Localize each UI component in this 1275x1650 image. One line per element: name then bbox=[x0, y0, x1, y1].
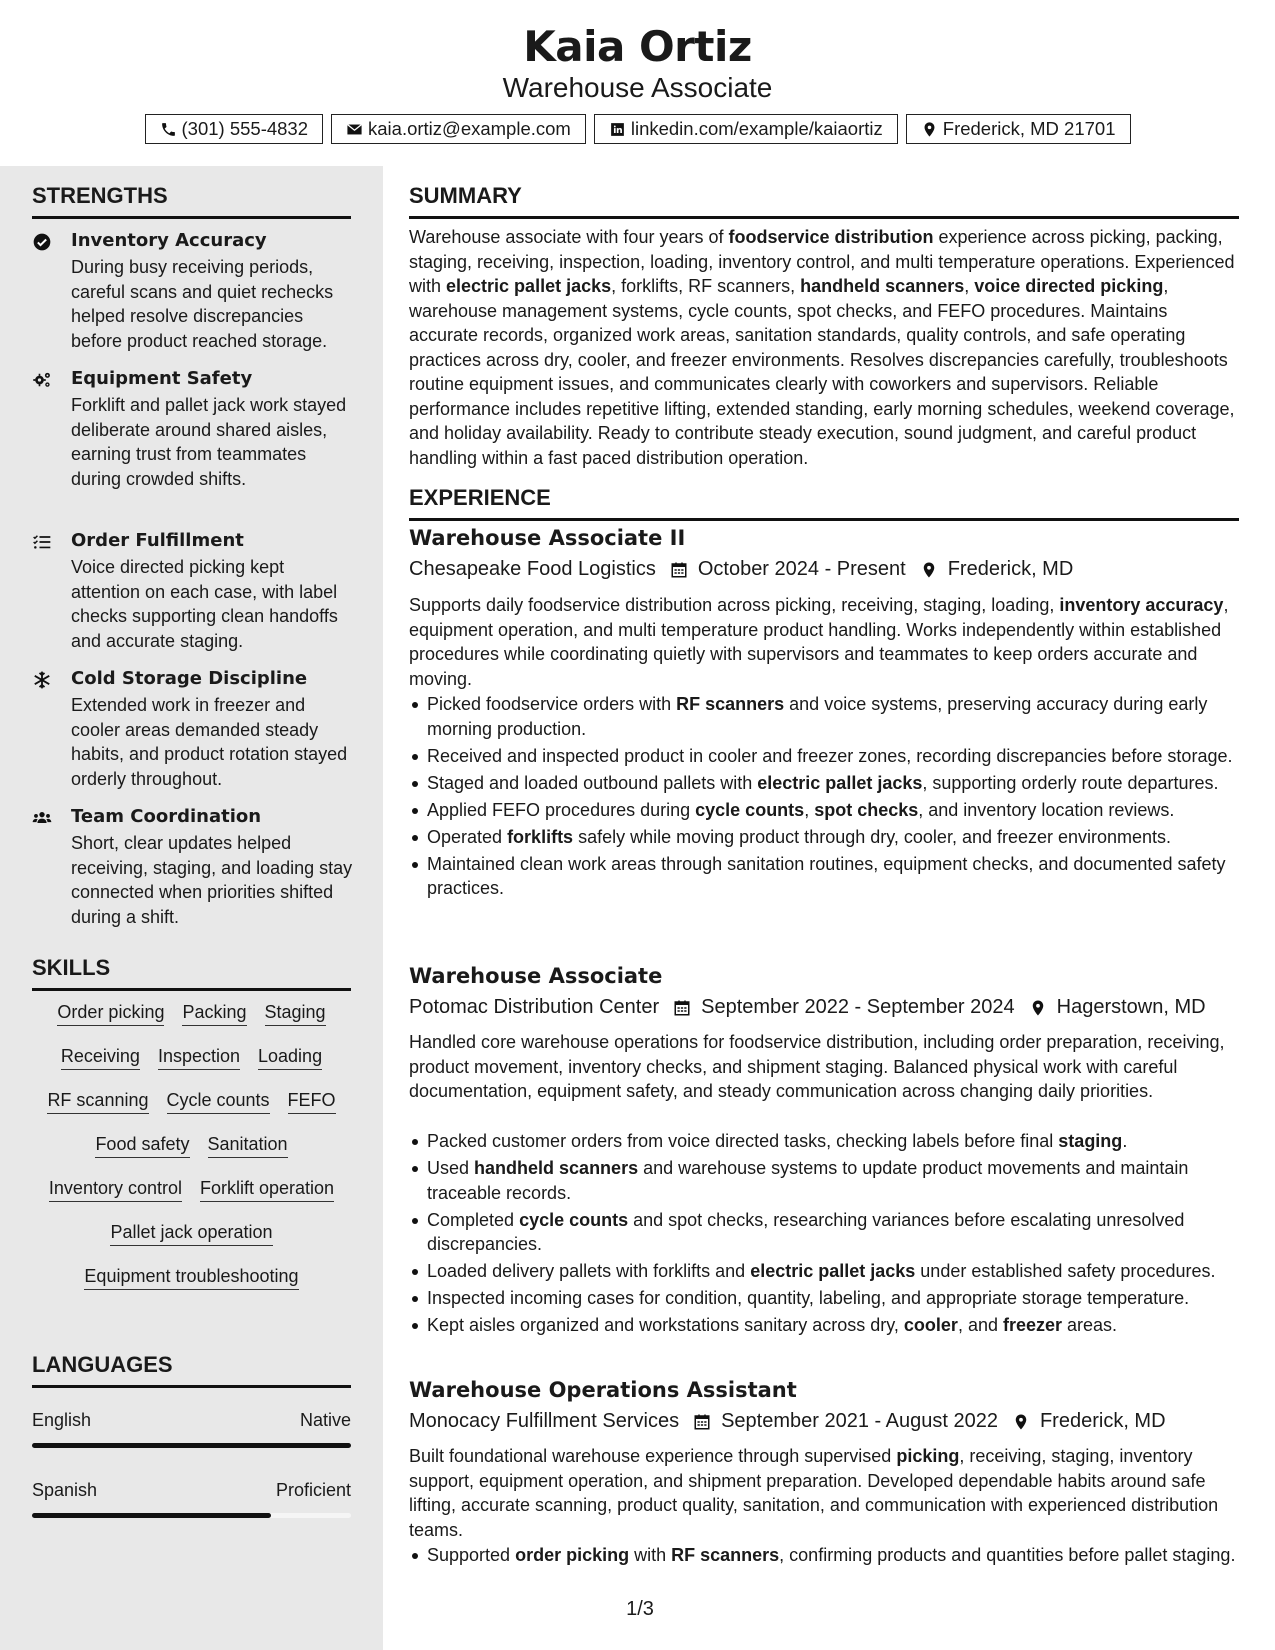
skill-tag: Inventory control bbox=[49, 1178, 182, 1202]
language-level: Native bbox=[299, 1410, 351, 1430]
calendar-icon bbox=[673, 999, 691, 1017]
strength-text: Voice directed picking kept attention on each case, with label checks supporting clean handoffs and accurate staging. bbox=[71, 557, 338, 651]
job-description: Supports daily foodservice distribution across picking, receiving, staging, loading, inventory accuracy, equipment operation, and multi temperature product handling. Works independently within established procedures while coordinating quietly with supervisors and teammates to keep orders accurate and moving. bbox=[409, 595, 1229, 689]
job-meta bbox=[409, 1410, 1166, 1433]
strength-title: Inventory Accuracy bbox=[71, 230, 267, 251]
experience-heading: EXPERIENCE bbox=[409, 485, 1239, 521]
candidate-title: Warehouse Associate bbox=[502, 72, 773, 103]
contact-bar bbox=[0, 114, 1275, 144]
skill-tag: Pallet jack operation bbox=[110, 1222, 272, 1246]
resume-header bbox=[0, 0, 1275, 166]
strengths-heading: STRENGTHS bbox=[32, 183, 351, 219]
job-bullets bbox=[409, 692, 1239, 903]
envelope-icon bbox=[346, 121, 363, 138]
job-bullets bbox=[409, 1129, 1239, 1340]
skill-tag: Forklift operation bbox=[200, 1178, 334, 1202]
location-pin-icon bbox=[1012, 1413, 1030, 1431]
contact-email-text: kaia.ortiz@example.com bbox=[368, 118, 571, 139]
skills-heading: SKILLS bbox=[32, 955, 351, 991]
job-dates: October 2024 - Present bbox=[697, 558, 906, 580]
location-pin-icon bbox=[921, 121, 938, 138]
gears-icon bbox=[32, 370, 54, 392]
strength-title: Cold Storage Discipline bbox=[71, 668, 308, 689]
job-location: Frederick, MD bbox=[947, 558, 1074, 580]
job-title: Warehouse Associate bbox=[409, 964, 663, 988]
check-circle-icon bbox=[32, 232, 54, 254]
job-dates: September 2021 - August 2022 bbox=[721, 1410, 998, 1432]
skills-list bbox=[32, 1002, 351, 1290]
job-description: Handled core warehouse operations for foodservice distribution, including order preparation, receiving, product movement, inventory checks, and shipment staging. Balanced physical work with careful documentation, equipment safety, and steady communication across changing daily priorities. bbox=[409, 1032, 1225, 1101]
job-bullet: Applied FEFO procedures during cycle counts, spot checks, and inventory location reviews. bbox=[409, 798, 1239, 823]
skill-tag: Packing bbox=[182, 1002, 246, 1026]
strength-text: Forklift and pallet jack work stayed deliberate around shared aisles, earning trust from teammates during crowded shifts. bbox=[71, 395, 347, 489]
skill-tag: Inspection bbox=[158, 1046, 240, 1070]
language-name: Spanish bbox=[32, 1480, 98, 1500]
contact-linkedin-text: linkedin.com/example/kaiaortiz bbox=[630, 118, 883, 139]
linkedin-icon bbox=[609, 121, 626, 138]
job-company: Monocacy Fulfillment Services bbox=[409, 1410, 680, 1432]
language-level-bar bbox=[32, 1443, 351, 1448]
language-level: Proficient bbox=[275, 1480, 351, 1500]
skill-tag: FEFO bbox=[288, 1090, 336, 1114]
job-title: Warehouse Operations Assistant bbox=[409, 1378, 797, 1402]
job-dates: September 2022 - September 2024 bbox=[701, 996, 1015, 1018]
skill-tag: Equipment troubleshooting bbox=[84, 1266, 298, 1290]
job-meta bbox=[409, 558, 1073, 581]
job-bullet: Completed cycle counts and spot checks, researching variances before escalating unresolved discrepancies. bbox=[409, 1208, 1239, 1257]
summary-text: Warehouse associate with four years of foodservice distribution experience across picking, packing, staging, receiving, inspection, loading, inventory control, and multi temperature operations. Experienced with electric pallet jacks, forklifts, RF scanners, handheld scanners, voice directed picking, warehouse management systems, cycle counts, spot checks, and FEFO procedures. Maintains accurate records, organized work areas, sanitation standards, quality controls, and safe operating practices across dry, cooler, and freezer environments. Resolves discrepancies carefully, troubleshoots routine equipment issues, and communicates clearly with coworkers and supervisors. Reliable performance includes repetitive lifting, extended standing, early morning schedules, weekend coverage, and holiday availability. Ready to contribute steady execution, sound judgment, and careful product handling within a fast paced distribution operation. bbox=[409, 227, 1235, 468]
contact-phone-text: (301) 555-4832 bbox=[181, 118, 309, 139]
candidate-name: Kaia Ortiz bbox=[523, 22, 752, 71]
job-bullet: Received and inspected product in cooler and freezer zones, recording discrepancies before storage. bbox=[409, 744, 1239, 769]
page-number: 1/3 bbox=[626, 1598, 654, 1620]
skill-tag: Food safety bbox=[95, 1134, 189, 1158]
strength-text: During busy receiving periods, careful scans and quiet rechecks helped resolve discrepancies before product reached storage. bbox=[71, 257, 334, 351]
people-icon bbox=[32, 808, 54, 830]
strength-title: Equipment Safety bbox=[71, 368, 253, 389]
calendar-icon bbox=[670, 561, 688, 579]
strength-text: Short, clear updates helped receiving, staging, and loading stay connected when priorities shifted during a shift. bbox=[71, 833, 353, 927]
strength-title: Order Fulfillment bbox=[71, 530, 244, 551]
summary-heading: SUMMARY bbox=[409, 183, 1239, 219]
job-bullet: Operated forklifts safely while moving product through dry, cooler, and freezer environments. bbox=[409, 825, 1239, 850]
strengths-section bbox=[32, 183, 351, 219]
job-company: Potomac Distribution Center bbox=[409, 996, 660, 1018]
languages-heading: LANGUAGES bbox=[32, 1352, 351, 1388]
job-bullet: Kept aisles organized and workstations sanitary across dry, cooler, and freezer areas. bbox=[409, 1313, 1239, 1338]
skill-tag: Loading bbox=[258, 1046, 322, 1070]
language-name: English bbox=[32, 1410, 92, 1430]
phone-icon bbox=[160, 121, 177, 138]
languages-section bbox=[32, 1352, 351, 1388]
skill-tag: Sanitation bbox=[208, 1134, 288, 1158]
skill-tag: Receiving bbox=[61, 1046, 140, 1070]
job-bullet: Staged and loaded outbound pallets with electric pallet jacks, supporting orderly route departures. bbox=[409, 771, 1239, 796]
calendar-icon bbox=[693, 1413, 711, 1431]
skill-tag: Staging bbox=[265, 1002, 326, 1026]
language-level-fill bbox=[32, 1513, 271, 1518]
language-item bbox=[32, 1480, 351, 1518]
job-bullet: Maintained clean work areas through sanitation routines, equipment checks, and documented safety practices. bbox=[409, 852, 1239, 901]
job-meta bbox=[409, 996, 1206, 1019]
snowflake-icon bbox=[32, 670, 54, 692]
contact-linkedin[interactable] bbox=[594, 114, 898, 144]
language-item bbox=[32, 1410, 351, 1448]
contact-location-text: Frederick, MD 21701 bbox=[942, 118, 1116, 139]
language-level-bar bbox=[32, 1513, 351, 1518]
location-pin-icon bbox=[920, 561, 938, 579]
skill-tag: Cycle counts bbox=[167, 1090, 270, 1114]
job-bullet: Inspected incoming cases for condition, quantity, labeling, and appropriate storage temperature. bbox=[409, 1286, 1239, 1311]
language-level-fill bbox=[32, 1443, 351, 1448]
job-bullet: Used handheld scanners and warehouse systems to update product movements and maintain traceable records. bbox=[409, 1156, 1239, 1205]
contact-email[interactable] bbox=[331, 114, 586, 144]
skills-section bbox=[32, 955, 351, 991]
job-bullet: Packed customer orders from voice directed tasks, checking labels before final staging. bbox=[409, 1129, 1239, 1154]
job-description: Built foundational warehouse experience through supervised picking, receiving, staging, inventory support, equipment operation, and shipment preparation. Developed dependable habits around safe lifting, accurate scanning, product quality, sanitation, and communication with experienced distribution teams. bbox=[409, 1446, 1219, 1540]
job-bullet: Supported order picking with RF scanners, confirming products and quantities before pallet staging. bbox=[409, 1543, 1239, 1568]
job-company: Chesapeake Food Logistics bbox=[409, 558, 656, 580]
checklist-icon bbox=[32, 532, 54, 554]
contact-location[interactable] bbox=[906, 114, 1131, 144]
skill-tag: Order picking bbox=[57, 1002, 164, 1026]
job-bullet: Loaded delivery pallets with forklifts and electric pallet jacks under established safety procedures. bbox=[409, 1259, 1239, 1284]
contact-phone[interactable] bbox=[145, 114, 324, 144]
location-pin-icon bbox=[1029, 999, 1047, 1017]
job-bullet: Picked foodservice orders with RF scanners and voice systems, preserving accuracy during early morning production. bbox=[409, 692, 1239, 741]
job-bullets bbox=[409, 1543, 1239, 1570]
job-location: Hagerstown, MD bbox=[1056, 996, 1206, 1018]
job-location: Frederick, MD bbox=[1039, 1410, 1166, 1432]
job-title: Warehouse Associate II bbox=[409, 526, 686, 550]
skill-tag: RF scanning bbox=[47, 1090, 148, 1114]
strength-title: Team Coordination bbox=[71, 806, 262, 827]
strength-text: Extended work in freezer and cooler areas demanded steady habits, and product rotation stayed orderly throughout. bbox=[71, 695, 348, 789]
